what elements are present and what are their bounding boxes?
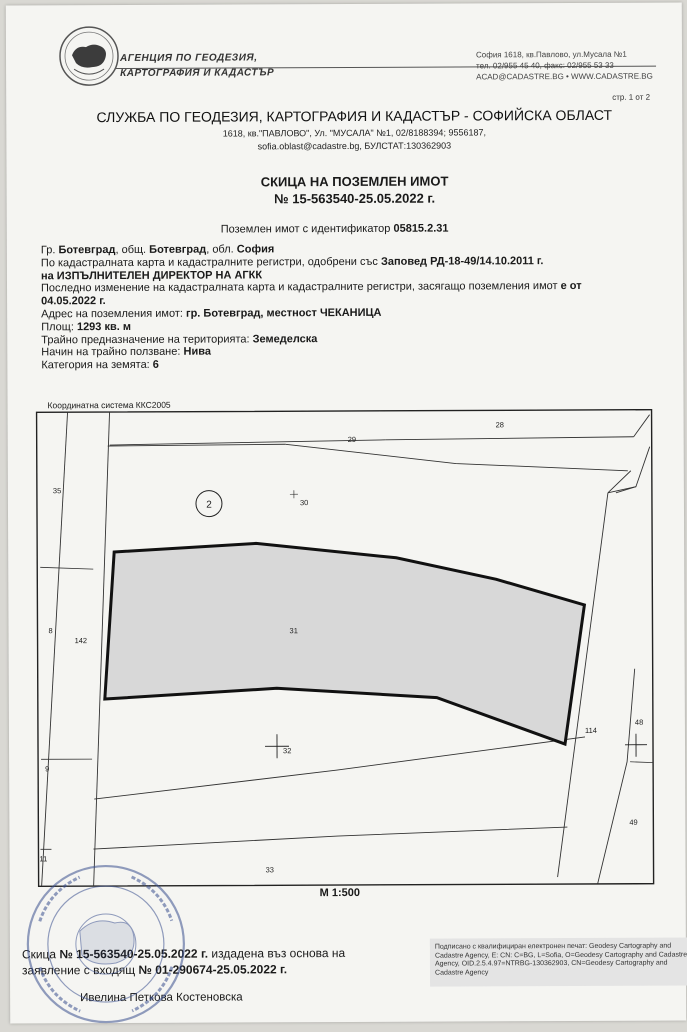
- last-change-date: 04.05.2022 г.: [41, 295, 106, 307]
- identifier-value: 05815.2.31: [393, 223, 448, 235]
- parcel-label-32: 32: [283, 746, 291, 755]
- region-value: София: [237, 243, 275, 255]
- parcel-label-11: 11: [39, 854, 47, 863]
- agency-name-line2: КАРТОГРАФИЯ И КАДАСТЪР: [120, 65, 274, 81]
- signature-note: Подписано с квалифициран електронен печат: Geodesy Cartography and Cadastre Agency, E: CN: C=BG, L=Sofia, O=Geodesy Cartography and Cadastre Agency, OID.2.5.4.97=NTRBG-130362903, CN=Geodesy Cartography and Cadastre Agency: [435, 942, 687, 977]
- boundary-line: [40, 412, 70, 886]
- approval-text: По кадастралната карта и кадастралните регистри, одобрени със: [41, 256, 378, 269]
- address-label: Адрес на поземления имот:: [41, 308, 183, 321]
- parcel-label-33: 33: [266, 865, 274, 874]
- parcel-label-142: 142: [75, 636, 88, 645]
- boundary-line: [93, 827, 567, 849]
- contact-line3: ACAD@CADASTRE.BG • WWW.CADASTRE.BG: [476, 71, 653, 83]
- agency-name-line1: АГЕНЦИЯ ПО ГЕОДЕЗИЯ,: [120, 50, 274, 66]
- signer-name: Ивелина Петкова Костеновска: [80, 991, 243, 1004]
- page-number: стр. 1 от 2: [612, 93, 650, 102]
- document-number: № 15-563540-25.05.2022 г.: [75, 189, 635, 208]
- municipality-value: Ботевград: [149, 244, 206, 256]
- location-prefix: Гр.: [41, 244, 56, 256]
- usage-label: Начин на трайно ползване:: [41, 346, 180, 359]
- category-label: Категория на земята:: [41, 359, 149, 371]
- parcel-label-114: 114: [585, 726, 597, 735]
- approval-order: Заповед РД-18-49/14.10.2011 г.: [381, 255, 544, 268]
- footer-line1-suffix: издадена въз основа на: [211, 946, 345, 961]
- boundary-line: [634, 415, 650, 437]
- area-value: 1293 кв. м: [77, 321, 131, 333]
- category-line: [41, 357, 653, 372]
- property-info: [41, 242, 654, 373]
- contact-line1: София 1618, кв.Павлово, ул.Мусала №1: [476, 49, 653, 61]
- parcel-label-9: 9: [45, 764, 49, 773]
- office-name: СЛУЖБА ПО ГЕОДЕЗИЯ, КАРТОГРАФИЯ И КАДАСТЪР - СОФИЙСКА ОБЛАСТ: [74, 107, 634, 125]
- office-address: [74, 126, 634, 154]
- municipality-prefix: , общ.: [115, 244, 146, 256]
- coordinate-system: Координатна система ККС2005: [48, 400, 171, 411]
- boundary-line: [386, 437, 634, 440]
- boundary-line: [597, 669, 636, 884]
- region-prefix: , обл.: [206, 243, 234, 255]
- title-text: СКИЦА НА ПОЗЕМЛЕН ИМОТ: [75, 172, 635, 191]
- area-label: Площ:: [41, 321, 74, 333]
- office-address-line: 1618, кв."ПАВЛОВО", Ул. "МУСАЛА" №1, 02/8188394; 9556187,: [74, 126, 634, 141]
- contact-line2: тел. 02/955 45 40, факс: 02/955 53 33: [476, 60, 653, 72]
- parcel-label-30: 30: [300, 498, 308, 507]
- boundary-line: [630, 762, 653, 763]
- footer-line1-prefix: Скица: [22, 947, 56, 961]
- boundary-line: [286, 443, 628, 472]
- category-value: 6: [153, 359, 159, 371]
- footer-application-number: № 01-290674-25.05.2022 г.: [138, 962, 287, 977]
- footer-sketch-number: № 15-563540-25.05.2022 г.: [59, 947, 208, 962]
- parcel-label-31: 31: [289, 626, 297, 635]
- parcel-label-35: 35: [53, 486, 61, 495]
- parcel-label-29: 29: [348, 435, 356, 444]
- document-sheet: [6, 3, 686, 1024]
- parcel-label-8: 8: [48, 626, 52, 635]
- purpose-value: Земеделска: [253, 333, 318, 345]
- address-value: гр. Ботевград, местност ЧЕКАНИЦА: [186, 307, 382, 320]
- last-change-suffix: е от: [561, 280, 582, 292]
- survey-cross: [290, 490, 298, 498]
- identifier-line: [221, 223, 449, 236]
- agency-logo: [58, 25, 120, 87]
- agency-contact: [476, 49, 653, 83]
- parcel-label-49: 49: [629, 818, 637, 827]
- town-value: Ботевград: [58, 244, 115, 256]
- document-title: [75, 172, 635, 208]
- official-stamp: [20, 861, 193, 1028]
- usage-value: Нива: [183, 346, 211, 358]
- office-email-line: sofia.oblast@cadastre.bg, БУЛСТАТ:130362903: [74, 139, 634, 154]
- agency-name: [120, 50, 274, 81]
- boundary-line: [94, 737, 585, 799]
- boundary-line: [40, 567, 93, 569]
- purpose-label: Трайно предназначение на територията:: [41, 333, 249, 346]
- zone-marker-label: 2: [206, 500, 212, 511]
- identifier-label: Поземлен имот с идентификатор: [221, 223, 391, 236]
- footer-line2-prefix: заявление с входящ: [22, 963, 135, 977]
- parcel-label-28: 28: [496, 420, 504, 429]
- parcel-label-48: 48: [635, 718, 643, 727]
- order-by: на ИЗПЪЛНИТЕЛЕН ДИРЕКТОР НА АГКК: [41, 269, 262, 282]
- cadastral-map: [36, 407, 656, 890]
- map-scale: M 1:500: [320, 887, 360, 899]
- last-change-text: Последно изменение на кадастралната карта и кадастралните регистри, засягащо поземления имот: [41, 280, 558, 294]
- parcel-31-shape: [104, 542, 585, 746]
